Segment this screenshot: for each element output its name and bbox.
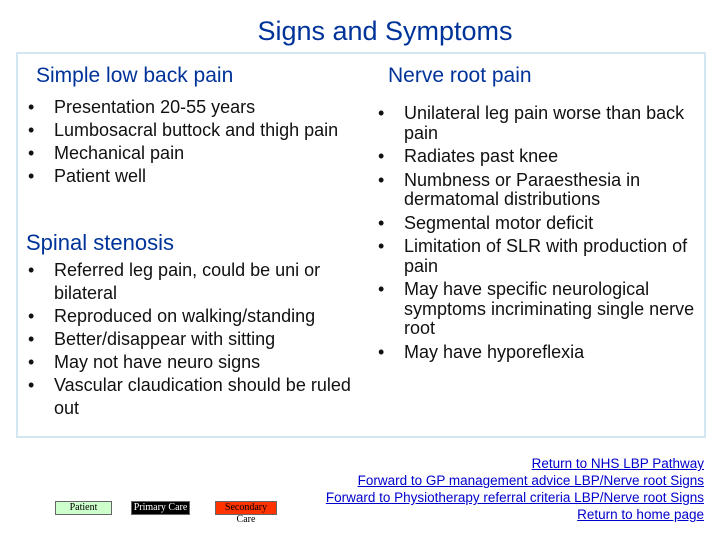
simple-low-back-pain-list	[28, 96, 358, 188]
bullet-icon: •	[28, 375, 35, 395]
list-item	[28, 259, 358, 305]
list-item-text: Better/disappear with sitting	[54, 329, 276, 349]
bullet-icon: •	[28, 143, 35, 163]
bullet-icon: •	[28, 166, 35, 186]
list-item	[28, 96, 358, 119]
list-item-text: Limitation of SLR with production of pain	[404, 236, 688, 276]
list-item	[378, 214, 704, 234]
list-item-text: Vascular claudication should be ruled out	[54, 375, 351, 418]
bullet-icon: •	[378, 236, 385, 256]
return-to-nhs-lbp-pathway-link[interactable]: Return to NHS LBP Pathway	[531, 456, 704, 471]
list-item-text: Presentation 20-55 years	[54, 97, 256, 117]
list-item-text: Referred leg pain, could be uni or bilateral	[54, 260, 321, 303]
list-item	[28, 351, 358, 374]
list-item	[378, 104, 704, 143]
primary-care-button[interactable]: Primary Care	[131, 501, 190, 515]
list-item-text: May not have neuro signs	[54, 352, 261, 372]
list-item	[28, 142, 358, 165]
bullet-icon: •	[378, 279, 385, 299]
spinal-stenosis-heading: Spinal stenosis	[26, 230, 174, 255]
bullet-icon: •	[28, 97, 35, 117]
patient-button[interactable]: Patient	[55, 501, 112, 515]
list-item	[378, 147, 704, 167]
list-item	[28, 374, 358, 420]
page-title: Signs and Symptoms	[257, 16, 513, 46]
list-item-text: Radiates past knee	[404, 146, 559, 166]
secondary-care-button[interactable]: Secondary Care	[215, 501, 277, 515]
bullet-icon: •	[378, 146, 385, 166]
list-item	[378, 237, 704, 276]
bullet-icon: •	[28, 329, 35, 349]
nerve-root-pain-list	[378, 104, 704, 366]
list-item-text: Lumbosacral buttock and thigh pain	[54, 120, 339, 140]
spinal-stenosis-list	[28, 259, 358, 420]
bullet-icon: •	[378, 341, 385, 362]
list-item	[378, 171, 704, 210]
list-item	[378, 280, 704, 339]
list-item-text: May have hyporeflexia	[404, 341, 585, 362]
bullet-icon: •	[378, 169, 385, 190]
list-item	[378, 343, 704, 363]
navigation-links	[284, 455, 704, 523]
nerve-root-pain-heading: Nerve root pain	[388, 64, 532, 87]
bullet-icon: •	[28, 120, 35, 140]
bullet-icon: •	[28, 260, 35, 280]
list-item-text: Unilateral leg pain worse than back pain	[404, 103, 685, 143]
list-item-text: Reproduced on walking/standing	[54, 306, 316, 326]
list-item	[28, 119, 358, 142]
list-item	[28, 305, 358, 328]
return-to-home-page-link[interactable]: Return to home page	[577, 507, 704, 522]
list-item-text: May have specific neurological symptoms incriminating single nerve root	[404, 279, 695, 338]
list-item-text: Segmental motor deficit	[404, 212, 594, 233]
bullet-icon: •	[28, 352, 35, 372]
list-item	[28, 328, 358, 351]
simple-low-back-pain-heading: Simple low back pain	[36, 64, 234, 87]
bullet-icon: •	[28, 306, 35, 326]
list-item-text: Mechanical pain	[54, 143, 185, 163]
list-item	[28, 165, 358, 188]
bullet-icon: •	[378, 103, 385, 123]
list-item-text: Numbness or Paraesthesia in dermatomal distributions	[404, 169, 641, 209]
list-item-text: Patient well	[54, 166, 147, 186]
physiotherapy-referral-criteria-link[interactable]: Forward to Physiotherapy referral criteria LBP/Nerve root Signs	[325, 490, 704, 505]
gp-management-advice-link[interactable]: Forward to GP management advice LBP/Nerve root Signs	[357, 473, 704, 488]
bullet-icon: •	[378, 212, 385, 233]
